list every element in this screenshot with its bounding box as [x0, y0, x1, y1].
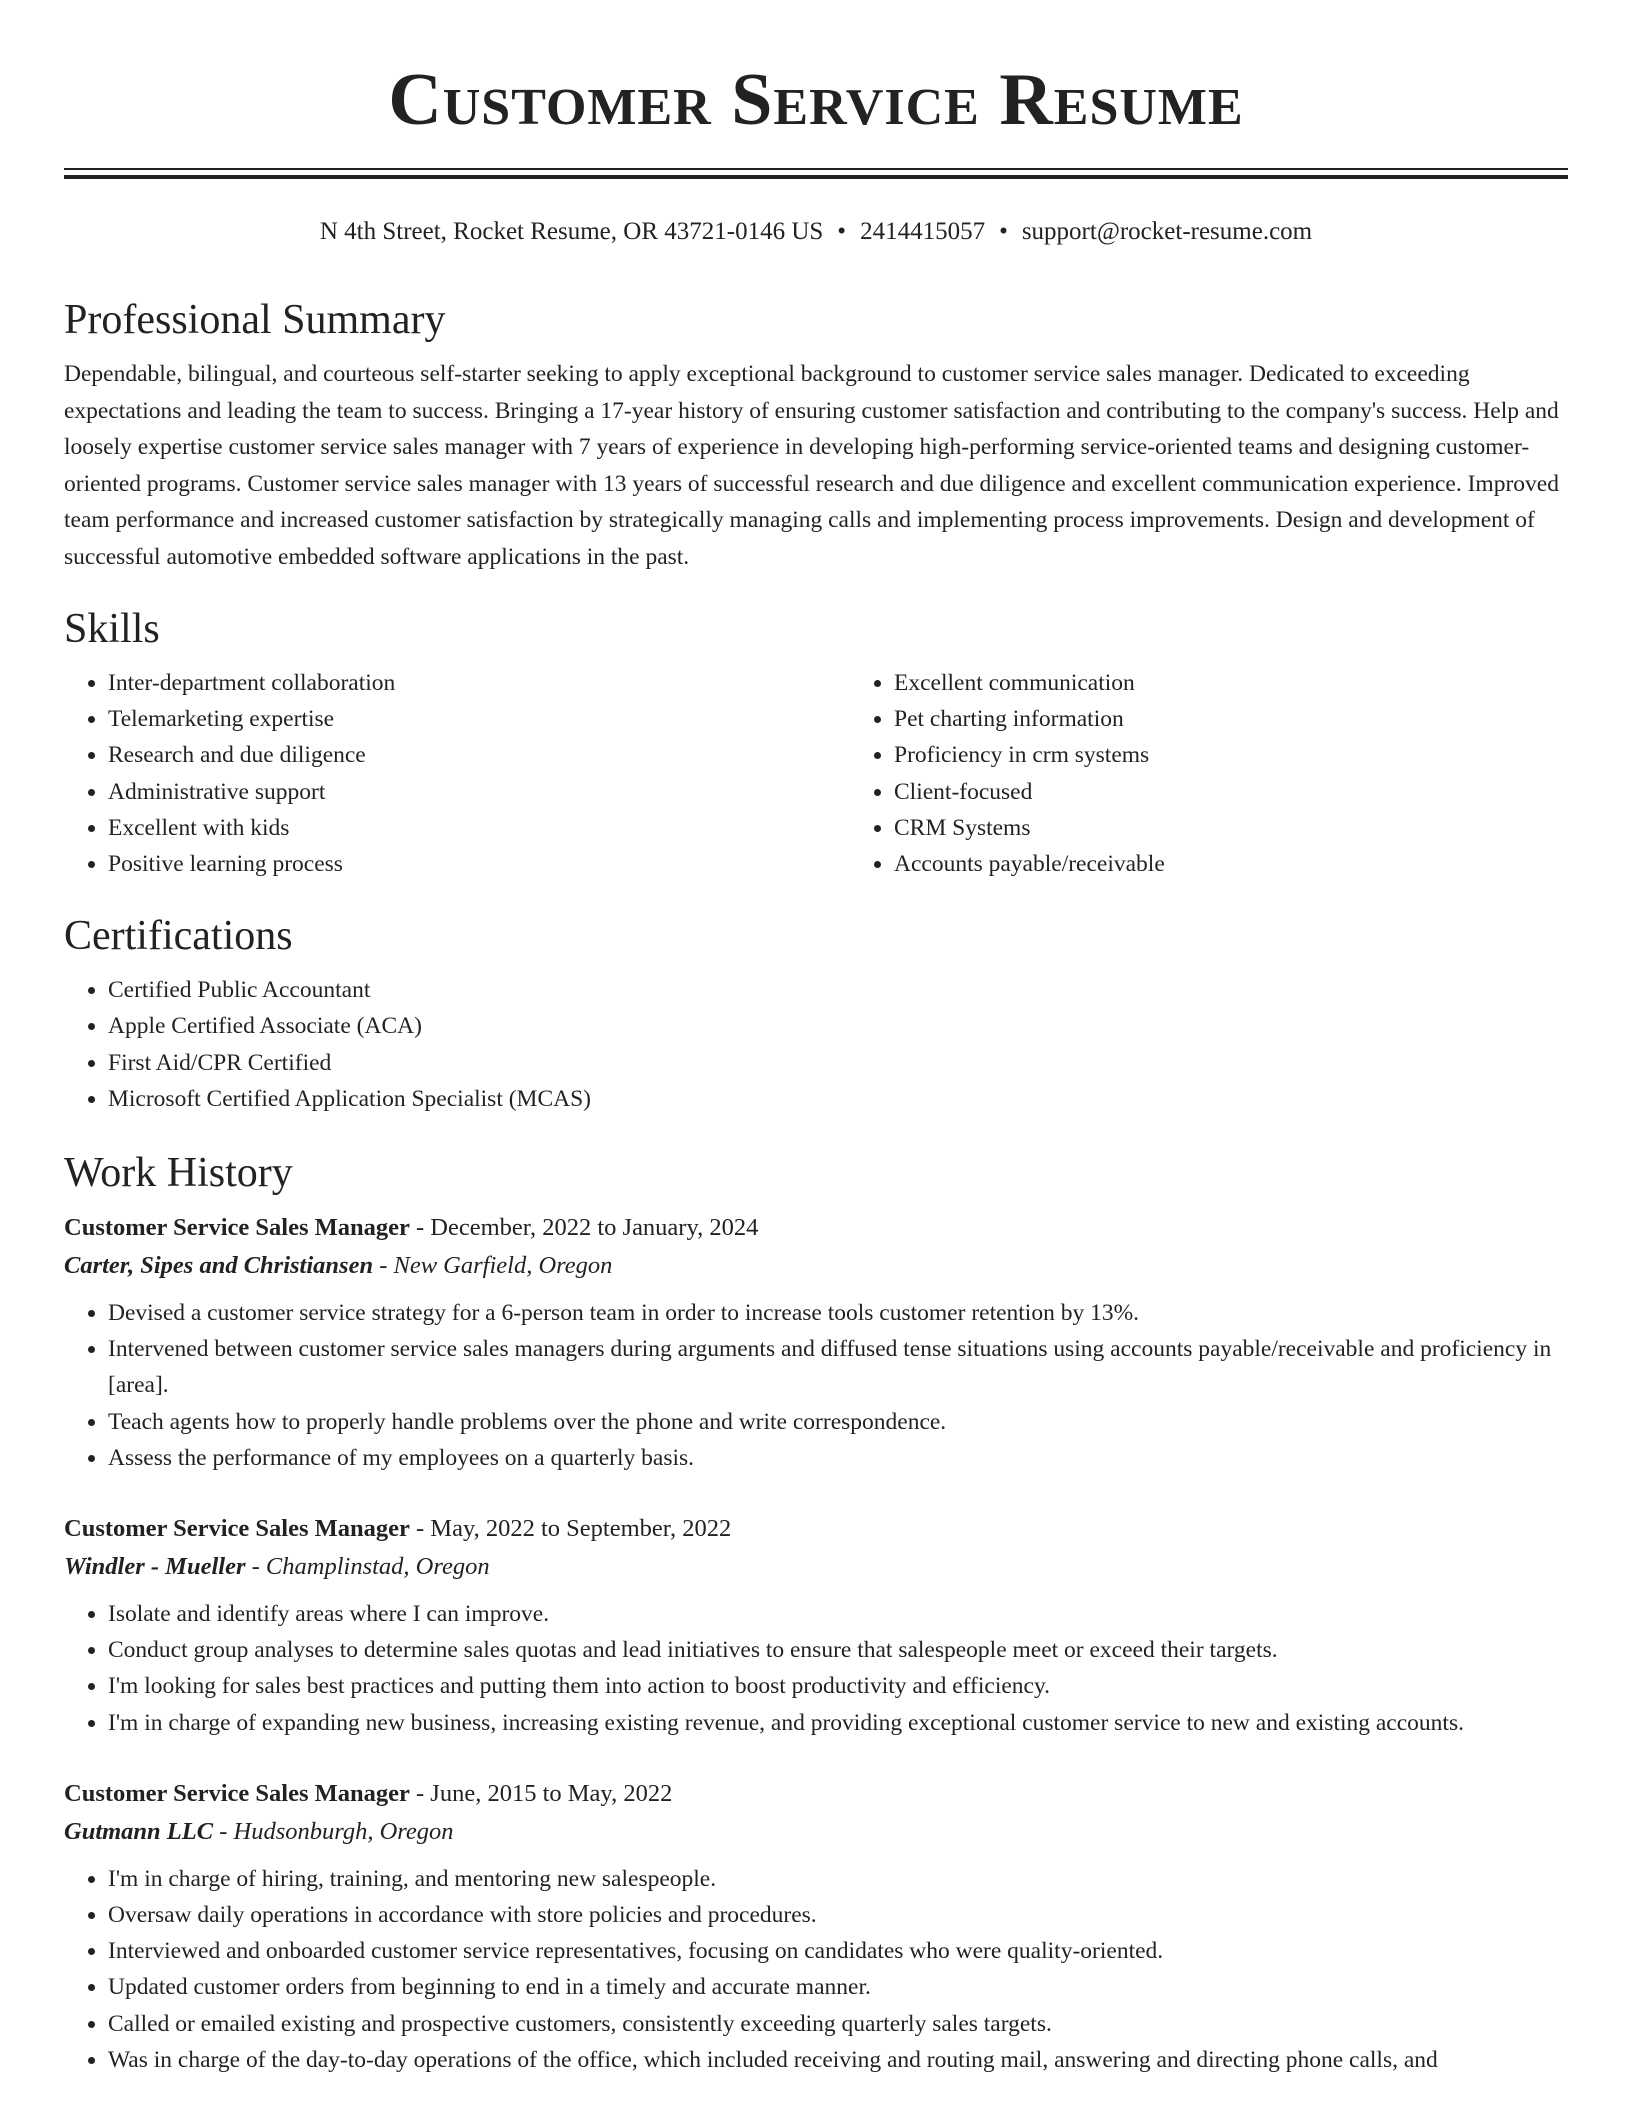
- contact-address: N 4th Street, Rocket Resume, OR 43721-0146 US: [319, 218, 824, 245]
- contact-email: support@rocket-resume.com: [1021, 218, 1313, 245]
- title-divider-thin: [64, 168, 1568, 170]
- section-heading-work-history: Work History: [64, 1150, 293, 1197]
- job-bullet: • Was in charge of the day-to-day operations of the office, which included receiving and routing mail, answering and directing phone calls, and: [108, 2042, 1568, 2078]
- job-bullet: • Devised a customer service strategy for a 6-person team in order to increase tools customer retention by 13%.: [108, 1295, 1568, 1331]
- skill-item: • Proficiency in crm systems: [894, 737, 1632, 773]
- job-bullet: • Updated customer orders from beginning to end in a timely and accurate manner.: [108, 1969, 1568, 2005]
- job-company-line: Gutmann LLC - Hudsonburgh, Oregon: [64, 1817, 454, 1845]
- job-title: Customer Service Sales Manager: [64, 1515, 410, 1543]
- job-dates: June, 2015 to May, 2022: [430, 1779, 673, 1807]
- job-bullet: • I'm in charge of expanding new business, increasing existing revenue, and providing exceptional customer service to new and existing accounts.: [108, 1705, 1568, 1741]
- job-bullet: • Isolate and identify areas where I can improve.: [108, 1596, 1568, 1632]
- skill-item: • Pet charting information: [894, 701, 1632, 737]
- job-company-line: Windler - Mueller - Champlinstad, Oregon: [64, 1553, 490, 1581]
- job-company: Windler - Mueller: [64, 1553, 246, 1581]
- job-title: Customer Service Sales Manager: [64, 1214, 410, 1242]
- job-company-line: Carter, Sipes and Christiansen - New Garfield, Oregon: [64, 1252, 613, 1280]
- skill-item: • Excellent communication: [894, 665, 1632, 701]
- professional-summary-section: [64, 292, 1568, 575]
- certifications-section: [64, 908, 1568, 1117]
- job-entry: [64, 1209, 1568, 1476]
- job-company: Gutmann LLC: [64, 1817, 214, 1845]
- job-title: Customer Service Sales Manager: [64, 1779, 410, 1807]
- job-bullet: • Teach agents how to properly handle problems over the phone and write correspondence.: [108, 1404, 1568, 1440]
- skill-item: • Client-focused: [894, 774, 1632, 810]
- job-dates: May, 2022 to September, 2022: [430, 1515, 732, 1543]
- skill-item: • CRM Systems: [894, 810, 1632, 846]
- job-entry: [64, 1510, 1568, 1741]
- job-dates: December, 2022 to January, 2024: [430, 1214, 759, 1242]
- job-title-line: Customer Service Sales Manager - June, 2015 to May, 2022: [64, 1779, 673, 1807]
- job-bullet: • I'm looking for sales best practices and putting them into action to boost productivity and efficiency.: [108, 1668, 1568, 1704]
- job-bullet: • Conduct group analyses to determine sales quotas and lead initiatives to ensure that salespeople meet or exceed their targets.: [108, 1632, 1568, 1668]
- resume-content: [64, 282, 1568, 2112]
- section-heading-certifications: Certifications: [64, 913, 293, 960]
- work-history-section: [64, 1145, 1568, 2078]
- job-location: New Garfield, Oregon: [393, 1252, 613, 1280]
- section-heading-summary: Professional Summary: [64, 297, 446, 343]
- job-title-line: Customer Service Sales Manager - December, 2022 to January, 2024: [64, 1214, 759, 1242]
- job-location: Hudsonburgh, Oregon: [233, 1817, 454, 1845]
- certification-item: • Apple Certified Associate (ACA): [108, 1008, 1568, 1044]
- job-entry: [64, 1775, 1568, 2078]
- skill-item: • Excellent with kids: [108, 810, 850, 846]
- job-bullet: • I'm in charge of hiring, training, and mentoring new salespeople.: [108, 1861, 1568, 1897]
- job-bullets: [64, 1861, 1568, 2078]
- job-company: Carter, Sipes and Christiansen: [64, 1252, 374, 1280]
- skills-list-left: [64, 665, 850, 882]
- job-bullet: • Oversaw daily operations in accordance with store policies and procedures.: [108, 1897, 1568, 1933]
- skill-item: • Inter-department collaboration: [108, 665, 850, 701]
- certification-item: • Certified Public Accountant: [108, 972, 1568, 1008]
- skills-list-right: [850, 665, 1632, 882]
- job-bullet: • Called or emailed existing and prospective customers, consistently exceeding quarterly sales targets.: [108, 2006, 1568, 2042]
- job-title-line: Customer Service Sales Manager - May, 2022 to September, 2022: [64, 1515, 732, 1543]
- skill-item: • Positive learning process: [108, 846, 850, 882]
- title-divider-thick: [64, 175, 1568, 179]
- skills-section: [64, 601, 1568, 882]
- job-bullet: • Intervened between customer service sales managers during arguments and diffused tense situations using accounts payable/receivable and proficiency in [area].: [108, 1331, 1568, 1403]
- contact-line: [0, 214, 1632, 250]
- job-bullets: [64, 1596, 1568, 1741]
- contact-phone: 2414415057: [860, 218, 986, 245]
- certification-item: • Microsoft Certified Application Specialist (MCAS): [108, 1081, 1568, 1117]
- skill-item: • Administrative support: [108, 774, 850, 810]
- job-location: Champlinstad, Oregon: [265, 1553, 490, 1581]
- contact-separator: •: [837, 218, 847, 245]
- job-bullets: [64, 1295, 1568, 1476]
- skill-item: • Telemarketing expertise: [108, 701, 850, 737]
- skills-columns: [64, 665, 1568, 882]
- resume-title: Customer Service Resume: [388, 59, 1244, 141]
- certification-item: • First Aid/CPR Certified: [108, 1045, 1568, 1081]
- section-heading-skills: Skills: [64, 606, 160, 652]
- skill-item: • Accounts payable/receivable: [894, 846, 1632, 882]
- contact-separator: •: [999, 218, 1008, 245]
- skill-item: • Research and due diligence: [108, 737, 850, 773]
- job-bullet: • Assess the performance of my employees on a quarterly basis.: [108, 1440, 1568, 1476]
- job-bullet: • Interviewed and onboarded customer service representatives, focusing on candidates who were quality-oriented.: [108, 1933, 1568, 1969]
- certifications-list: [64, 972, 1568, 1117]
- summary-text: Dependable, bilingual, and courteous self-starter seeking to apply exceptional background to customer service sales manager. Dedicated to exceeding expectations and leading the team to success. Bringing a 17-year history of ensuring customer satisfaction and contributing to the company's success. Help and loosely expertise customer service sales manager with 7 years of experience in developing high-performing service-oriented teams and designing customer-oriented programs. Customer service sales manager with 13 years of successful research and due diligence and excellent communication experience. Improved team performance and increased customer satisfaction by strategically managing calls and implementing process improvements. Design and development of successful automotive embedded software applications in the past.: [64, 361, 1559, 570]
